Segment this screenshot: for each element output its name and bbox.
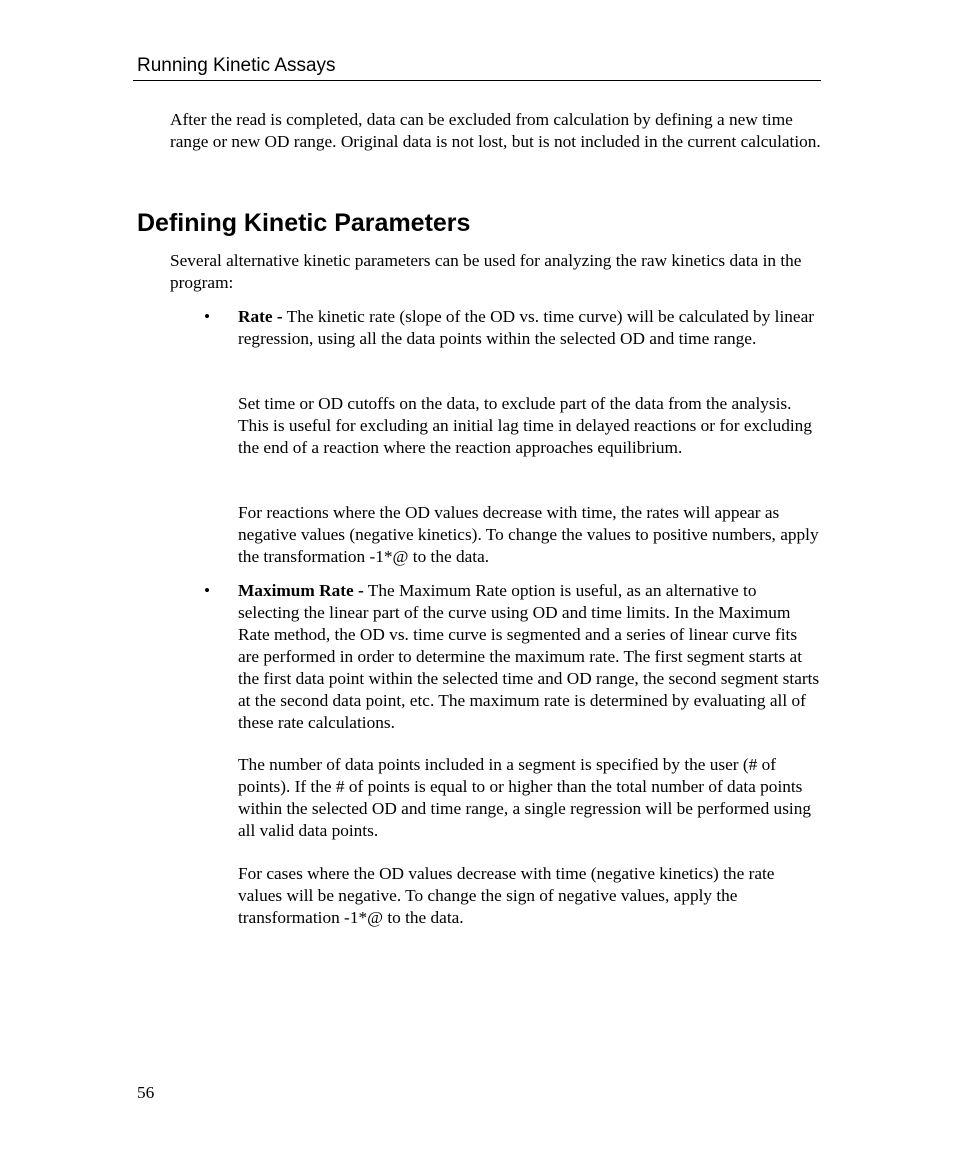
maximum-rate-negative-paragraph: For cases where the OD values decrease with time (negative kinetics) the rate values will be negative. To change the sign of negative values, apply the transformation -1*@ to the data. xyxy=(238,864,775,927)
bullet-rate-paragraph xyxy=(238,306,822,350)
bullet-maximum-rate-term: Maximum Rate - xyxy=(238,581,364,600)
bullet-maximum-rate-paragraph xyxy=(238,580,822,734)
segment-points-paragraph: The number of data points included in a segment is specified by the user (# of points). If the # of points is equal to or higher than the total number of data points within the selected OD and time range, a single regression will be performed using all valid data points. xyxy=(238,755,811,840)
rate-cutoff-paragraph: Set time or OD cutoffs on the data, to exclude part of the data from the analysis. This is useful for excluding an initial lag time in delayed reactions or for excluding the end of a reaction where the reaction approaches equilibrium. xyxy=(238,394,812,457)
bullet-rate-term: Rate - xyxy=(238,307,283,326)
rate-negative-paragraph: For reactions where the OD values decrease with time, the rates will appear as negative values (negative kinetics). To change the values to positive numbers, apply the transformation -1*@ to the data. xyxy=(238,503,819,566)
section-heading: Defining Kinetic Parameters xyxy=(137,209,471,237)
intro-paragraph: After the read is completed, data can be excluded from calculation by defining a new time range or new OD range. Original data is not lost, but is not included in the current calculation. xyxy=(170,110,821,151)
page-number: 56 xyxy=(137,1083,155,1102)
running-header: Running Kinetic Assays xyxy=(137,55,336,76)
header-rule xyxy=(133,80,821,81)
bullet-marker-rate: • xyxy=(204,307,211,326)
bullet-maximum-rate-text: The Maximum Rate option is useful, as an alternative to selecting the linear part of the curve using OD and time limits. In the Maximum Rate method, the OD vs. time curve is segmented and a series of linear curve fits are performed in order to determine the maximum rate. The first segment starts at the first data point within the selected time and OD range, the second segment starts at the second data point, etc. The maximum rate is determined by evaluating all of these rate calculations. xyxy=(238,581,820,732)
section-lead-paragraph: Several alternative kinetic parameters can be used for analyzing the raw kinetics data in the program: xyxy=(170,251,802,292)
bullet-rate-text: The kinetic rate (slope of the OD vs. time curve) will be calculated by linear regression, using all the data points within the selected OD and time range. xyxy=(238,307,814,348)
bullet-marker-maximum-rate: • xyxy=(204,581,211,600)
